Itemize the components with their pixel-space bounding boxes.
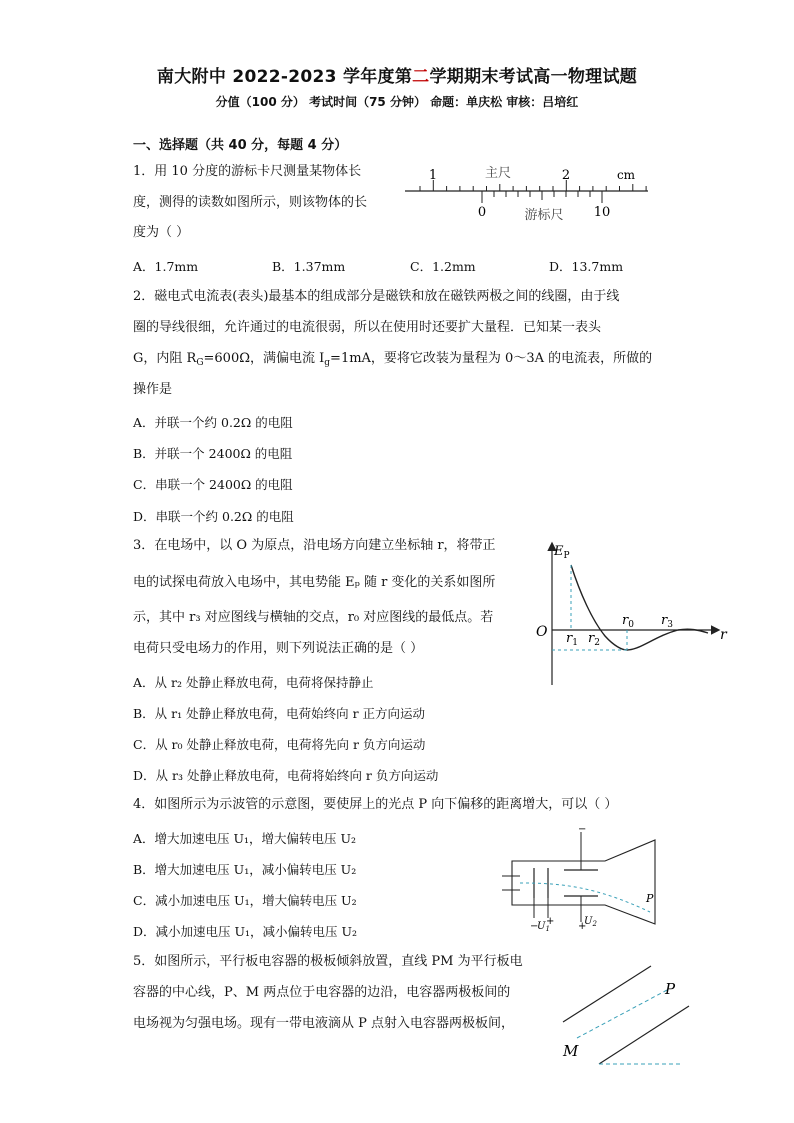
ep-label: $E_P$ — [554, 544, 570, 561]
r3-label: $r_3$ — [661, 613, 673, 630]
r1-label: $r_1$ — [566, 631, 578, 648]
q3-option-b: B．从 r₁ 处静止释放电荷，电荷始终向 r 正方向运动 — [133, 706, 426, 721]
q3-option-d: D．从 r₃ 处静止释放电荷，电荷将始终向 r 负方向运动 — [133, 768, 439, 783]
u1-label: $U_1$ — [537, 921, 550, 933]
main-scale-1: 1 — [428, 168, 438, 183]
section-heading: 一、选择题（共 40 分，每题 4 分） — [133, 138, 348, 153]
q3-line-2: 电的试探电荷放入电场中，其电势能 Eₚ 随 r 变化的关系如图所 — [133, 575, 496, 590]
beam-path — [520, 883, 650, 912]
q2-line-2: 圈的导线很细，允许通过的电流很弱，所以在使用时还要扩大量程．已知某一表头 — [133, 320, 602, 335]
q2-option-b: B．并联一个 2400Ω 的电阻 — [133, 446, 293, 461]
potential-energy-graph — [530, 538, 735, 688]
q2-line-4: 操作是 — [133, 382, 173, 397]
u2-plus: + — [578, 921, 587, 932]
point-m-label: M — [563, 1042, 579, 1060]
q4-option-a: A．增大加速电压 U₁，增大偏转电压 U₂ — [133, 831, 357, 846]
q5-line-3: 电场视为匀强电场。现有一带电液滴从 P 点射入电容器两极板间， — [133, 1016, 515, 1031]
center-line-pm — [577, 990, 667, 1038]
q2-line-3: G，内阻 $R_G=600\Omega$，满偏电流 $I_g=1mA$，要将它改装为量程为 0～3A 的电流表，所做的 — [133, 351, 653, 368]
q5-line-1: 5．如图所示，平行板电容器的极板倾斜放置，直线 PM 为平行板电 — [133, 954, 523, 969]
q1-option-d: D．13.7mm — [549, 259, 624, 274]
main-scale-label: 主尺 — [484, 166, 512, 181]
q2-line-1: 2．磁电式电流表(表头)最基本的组成部分是磁铁和放在磁铁两极之间的线圈，由于线 — [133, 289, 620, 304]
q5-line-2: 容器的中心线，P、M 两点位于电容器的边沿，电容器两极板间的 — [133, 985, 511, 1000]
oscilloscope-tube-figure — [500, 826, 670, 934]
q3-option-c: C．从 r₀ 处静止释放电荷，电荷将先向 r 负方向运动 — [133, 737, 426, 752]
q2-option-d: D．串联一个约 0.2Ω 的电阻 — [133, 509, 294, 524]
main-scale-ticks — [420, 180, 646, 191]
u1-plus: + — [546, 916, 555, 927]
q3-line-3: 示，其中 r₃ 对应图线与横轴的交点，r₀ 对应图线的最低点。若 — [133, 610, 494, 625]
q2-option-a: A．并联一个约 0.2Ω 的电阻 — [133, 415, 293, 430]
vernier-caliper-figure — [400, 158, 660, 230]
q1-option-a: A．1.7mm — [133, 259, 199, 274]
page-title: 南大附中 2022-2023 学年度第二学期期末考试高一物理试题 — [156, 67, 638, 87]
main-scale-2: 2 — [561, 168, 571, 183]
title-highlight: 二 — [412, 67, 430, 87]
q3-line-1: 3．在电场中，以 O 为原点，沿电场方向建立坐标轴 r，将带正 — [133, 538, 496, 553]
u2-label: $U_2$ — [584, 916, 597, 928]
q4-option-d: D．减小加速电压 U₁，减小偏转电压 U₂ — [133, 924, 358, 939]
u1-minus: − — [530, 921, 539, 932]
r0-label: $r_0$ — [622, 613, 634, 630]
q1-line-3: 度为（ ） — [133, 225, 190, 240]
vernier-10: 10 — [593, 205, 611, 220]
plate-lower — [599, 1006, 689, 1064]
vernier-0: 0 — [477, 205, 487, 220]
top-minus: − — [578, 826, 587, 835]
vernier-scale-label: 游标尺 — [524, 208, 564, 223]
r-axis-label: r — [720, 627, 727, 643]
q1-option-b: B．1.37mm — [272, 259, 346, 274]
r2-label: $r_2$ — [588, 631, 600, 648]
unit-label: cm — [616, 168, 636, 182]
q4-option-b: B．增大加速电压 U₁，减小偏转电压 U₂ — [133, 862, 357, 877]
screen-point-label: P — [646, 892, 654, 905]
q4-option-c: C．减小加速电压 U₁，增大偏转电压 U₂ — [133, 893, 357, 908]
q1-option-c: C．1.2mm — [410, 259, 476, 274]
vernier-scale-ticks — [482, 191, 602, 203]
q3-option-a: A．从 r₂ 处静止释放电荷，电荷将保持静止 — [133, 675, 374, 690]
point-p-label: P — [665, 980, 676, 998]
capacitor-figure — [555, 958, 695, 1070]
exam-info: 分值（100 分） 考试时间（75 分钟） 命题：单庆松 审核：吕培红 — [215, 95, 579, 109]
q3-line-4: 电荷只受电场力的作用，则下列说法正确的是（ ） — [133, 641, 424, 656]
q2-option-c: C．串联一个 2400Ω 的电阻 — [133, 477, 293, 492]
q4-line-1: 4．如图所示为示波管的示意图，要使屏上的光点 P 向下偏移的距离增大，可以（ ） — [133, 797, 618, 812]
plate-upper — [563, 966, 651, 1022]
q1-line-2: 度，测得的读数如图所示，则该物体的长 — [133, 195, 368, 210]
origin-label: O — [536, 624, 548, 640]
q1-line-1: 1．用 10 分度的游标卡尺测量某物体长 — [133, 164, 362, 179]
